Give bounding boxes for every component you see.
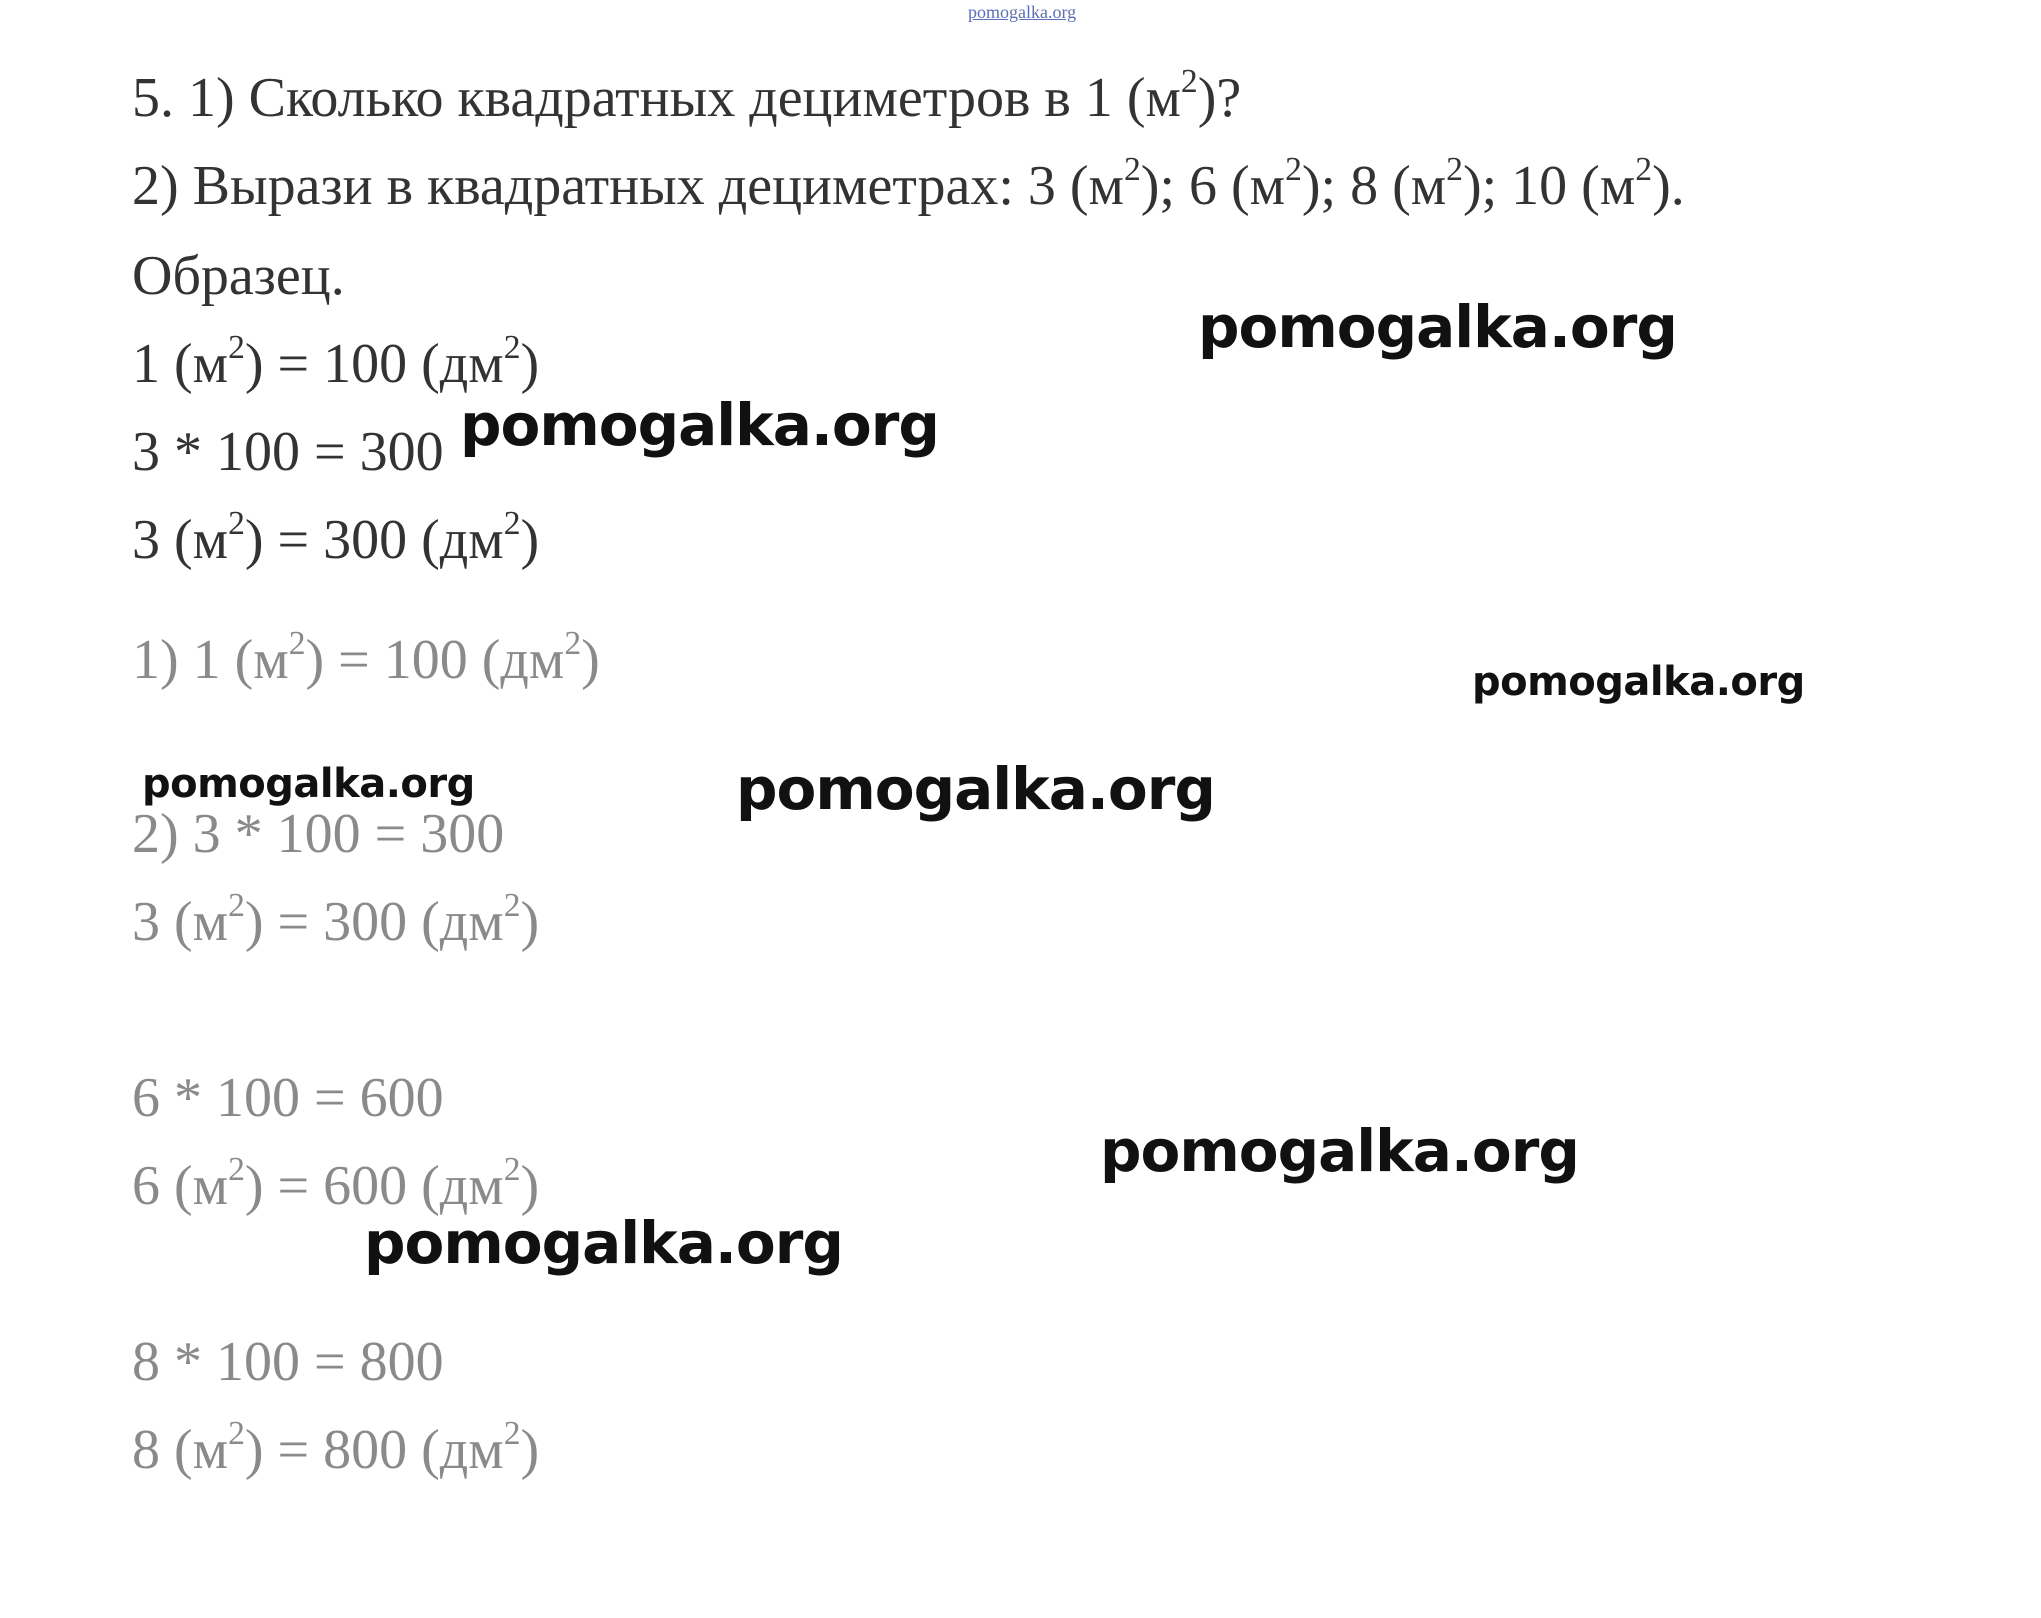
superscript: 2	[503, 328, 521, 366]
expr-part: )	[520, 891, 540, 953]
watermark: pomogalka.org	[1198, 293, 1677, 361]
superscript: 2	[1180, 62, 1198, 100]
expr-part: 6 (м	[132, 1155, 229, 1217]
sample-line-1	[132, 328, 540, 395]
expr-part: 3 (м	[132, 891, 229, 953]
answer-1	[132, 624, 600, 691]
task-question-2-text: 2) Вырази в квадратных дециметрах: 3 (м	[132, 155, 1124, 217]
answer-3-result	[132, 1150, 540, 1217]
expr-part: ) = 800 (дм	[244, 1419, 504, 1481]
expr-part: )	[520, 1419, 540, 1481]
expr-part: ) = 300 (дм	[244, 509, 504, 571]
superscript: 2	[1635, 150, 1653, 188]
superscript: 2	[503, 886, 521, 924]
expr-part: ) = 600 (дм	[244, 1155, 504, 1217]
answer-4-calc: 8 * 100 = 800	[132, 1331, 444, 1393]
superscript: 2	[1285, 150, 1302, 188]
sample-line-2: 3 * 100 = 300	[132, 421, 444, 483]
answer-2-calc: 2) 3 * 100 = 300	[132, 803, 505, 865]
watermark: pomogalka.org	[1472, 659, 1805, 705]
superscript: 2	[1446, 150, 1463, 188]
answer-2-result	[132, 886, 540, 953]
superscript: 2	[503, 504, 521, 542]
superscript: 2	[288, 624, 306, 662]
superscript: 2	[228, 504, 245, 542]
expr-part: 1 (м	[132, 333, 229, 395]
task-question-1-text: 5. 1) Сколько квадратных дециметров в 1 (м	[132, 67, 1181, 129]
superscript: 2	[1123, 150, 1141, 188]
superscript: 2	[228, 886, 245, 924]
task-question-1-end: )?	[1197, 67, 1242, 129]
answer-4-result	[132, 1414, 540, 1481]
sample-label: Образец.	[132, 245, 345, 307]
expr-part: )	[581, 629, 600, 691]
superscript: 2	[228, 328, 245, 366]
expr-part: 1) 1 (м	[132, 629, 289, 691]
superscript: 2	[503, 1150, 521, 1188]
superscript: 2	[503, 1414, 521, 1452]
watermark: pomogalka.org	[460, 391, 939, 459]
watermark: pomogalka.org	[364, 1209, 843, 1277]
expr-part: 3 (м	[132, 509, 229, 571]
answer-3-calc: 6 * 100 = 600	[132, 1067, 444, 1129]
expr-part: )	[520, 333, 540, 395]
task-question-2-part: ); 6 (м	[1140, 155, 1286, 217]
superscript: 2	[228, 1414, 245, 1452]
superscript: 2	[564, 624, 582, 662]
expr-part: ) = 100 (дм	[244, 333, 504, 395]
expr-part: )	[520, 509, 540, 571]
superscript: 2	[228, 1150, 245, 1188]
expr-part: ) = 300 (дм	[244, 891, 504, 953]
watermark: pomogalka.org	[736, 755, 1215, 823]
sample-line-3	[132, 504, 540, 571]
task-question-2	[132, 150, 1685, 217]
task-question-2-part: ); 8 (м	[1301, 155, 1447, 217]
expr-part: )	[520, 1155, 540, 1217]
task-question-1	[132, 62, 1242, 129]
task-question-2-part: ); 10 (м	[1462, 155, 1636, 217]
task-question-2-end: ).	[1652, 155, 1685, 217]
watermark: pomogalka.org	[142, 761, 475, 807]
site-link[interactable]: pomogalka.org	[968, 2, 1077, 22]
expr-part: 8 (м	[132, 1419, 229, 1481]
watermark: pomogalka.org	[1100, 1117, 1579, 1185]
expr-part: ) = 100 (дм	[305, 629, 565, 691]
